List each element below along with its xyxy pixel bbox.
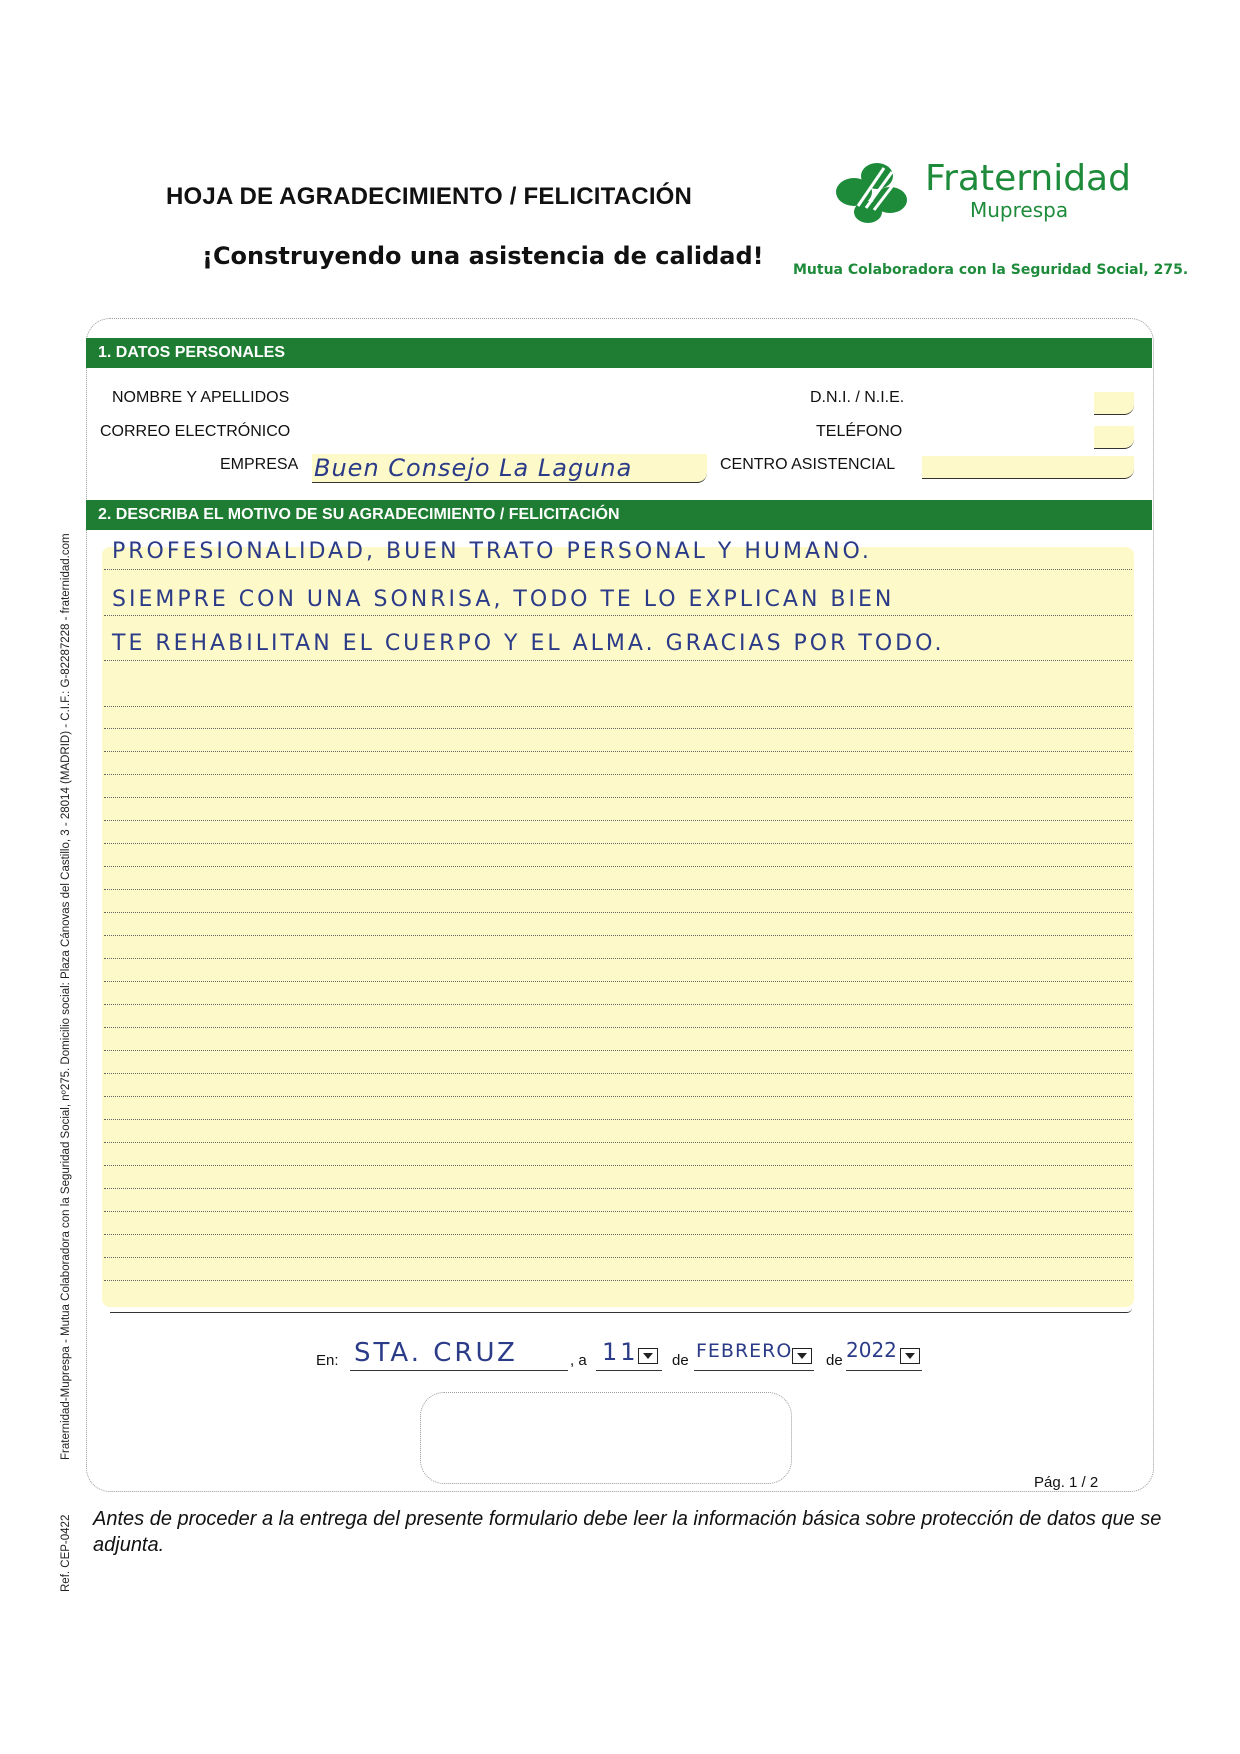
brand-name: Fraternidad: [925, 158, 1131, 199]
motivo-line-2: SIEMPRE CON UNA SONRISA, TODO TE LO EXPLICAN BIEN: [112, 587, 895, 612]
section2-heading: 2. DESCRIBA EL MOTIVO DE SU AGRADECIMIENTO / FELICITACIÓN: [86, 500, 1152, 530]
year-dropdown-icon[interactable]: [900, 1348, 920, 1364]
de-label-2: de: [826, 1352, 843, 1369]
year-value: 2022: [846, 1338, 897, 1362]
brand-tagline: Mutua Colaboradora con la Seguridad Social, 275.: [793, 262, 1189, 278]
form-subtitle: ¡Construyendo una asistencia de calidad!: [202, 242, 764, 270]
en-label: En:: [316, 1352, 339, 1369]
section1-heading: 1. DATOS PERSONALES: [86, 338, 1152, 368]
correo-label: CORREO ELECTRÓNICO: [100, 423, 291, 440]
day-select[interactable]: [596, 1336, 662, 1371]
a-label: , a: [570, 1352, 587, 1369]
telefono-field[interactable]: [1094, 426, 1134, 449]
form-title: HOJA DE AGRADECIMIENTO / FELICITACIÓN: [166, 183, 693, 210]
data-protection-note: Antes de proceder a la entrega del presente formulario debe leer la información básica sobre protección de datos que se adjunta.: [93, 1508, 1162, 1556]
dni-field[interactable]: [1094, 392, 1134, 415]
fraternidad-logo-icon: [822, 158, 922, 228]
telefono-label: TELÉFONO: [816, 423, 903, 440]
side-legal-text: Fraternidad-Muprespa - Mutua Colaboradora con la Seguridad Social, nº275. Domicilio social: Plaza Cánovas del Castillo, 3 - 28014 (MADRID) - C.I.F.: G-82287228 - fraternidad.com: [60, 533, 72, 1460]
motivo-line-3: TE REHABILITAN EL CUERPO Y EL ALMA. GRACIAS POR TODO.: [112, 631, 945, 656]
nombre-label: NOMBRE Y APELLIDOS: [112, 389, 290, 406]
side-ref-text: Ref. CEP-0422: [60, 1514, 72, 1592]
de-label-1: de: [672, 1352, 689, 1369]
month-select[interactable]: [694, 1336, 814, 1371]
year-select[interactable]: [846, 1336, 922, 1371]
empresa-value: Buen Consejo La Laguna: [314, 454, 633, 482]
motivo-textarea[interactable]: [102, 539, 1134, 1307]
place-field[interactable]: [350, 1336, 568, 1371]
empresa-field[interactable]: [312, 454, 707, 483]
day-value: 11: [602, 1338, 639, 1366]
day-dropdown-icon[interactable]: [638, 1348, 658, 1364]
month-dropdown-icon[interactable]: [792, 1348, 812, 1364]
place-value: STA. CRUZ: [354, 1338, 518, 1368]
page-number: Pág. 1 / 2: [1034, 1474, 1099, 1491]
empresa-label: EMPRESA: [220, 456, 299, 473]
month-value: FEBRERO: [696, 1340, 793, 1362]
centro-label: CENTRO ASISTENCIAL: [720, 456, 896, 473]
dni-label: D.N.I. / N.I.E.: [810, 389, 905, 406]
stamp-box[interactable]: [420, 1392, 792, 1484]
motivo-bottom-line: [110, 1308, 1132, 1313]
brand-sub: Muprespa: [970, 198, 1069, 222]
centro-field[interactable]: [922, 456, 1134, 479]
motivo-line-1: PROFESIONALIDAD, BUEN TRATO PERSONAL Y HUMANO.: [112, 539, 872, 564]
